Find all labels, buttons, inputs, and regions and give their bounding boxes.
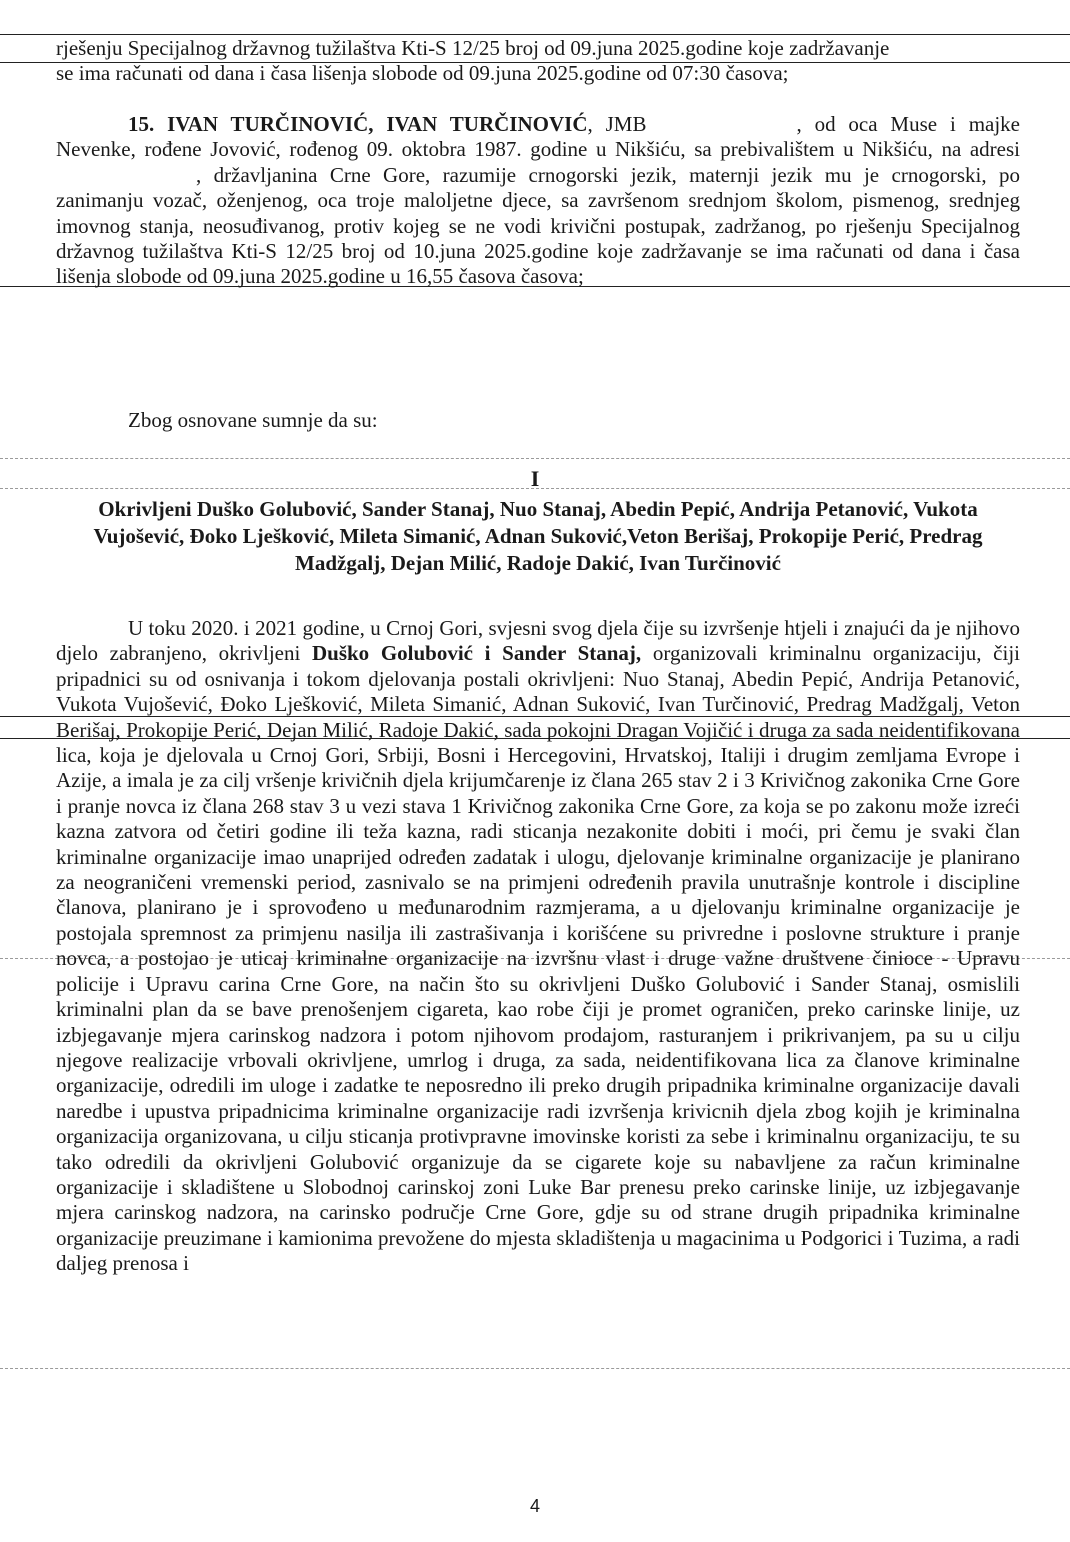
scan-artifact-line: [0, 1368, 1070, 1369]
scan-artifact-line: [0, 34, 1070, 35]
section-numeral: I: [530, 466, 540, 491]
defendants-header: Okrivljeni Duško Golubović, Sander Stanaj, Nuo Stanaj, Abedin Pepić, Andrija Petanović, Vukota Vujošević, Đoko Lješković, Mileta Simanić, Adnan Suković,Veton Berišaj, Prokopije Perić, Predrag Madžgalj, Dejan Milić, Radoje Dakić, Ivan Turčinović: [93, 497, 983, 575]
defendant-15-paragraph: [56, 112, 1020, 290]
jmb-label: , JMB: [587, 112, 647, 136]
scan-artifact-line: [0, 458, 1070, 459]
page-number: 4: [529, 1496, 540, 1516]
continuation-line-2: se ima računati od dana i časa lišenja slobode od 09.juna 2025.godine od 07:30 časova;: [56, 61, 789, 86]
suspicion-intro: [56, 408, 1020, 433]
suspicion-intro-text: Zbog osnovane sumnje da su:: [128, 408, 378, 432]
main-paragraph-start: U toku 2020. i 2021 godine, u Crnoj Gori, svjesni svog djela čije su izvršenje htjeli i znajući da je njihovo djelo zabranjeno, okrivljeni: [56, 616, 1020, 666]
continuation-paragraph: [56, 36, 1020, 87]
defendant-15-details: majke Nevenke, rođene Jovović, rođenog 09. oktobra 1987. godine u Nikšiću, sa prebivalištem u Nikšiću, na adresi: [56, 112, 1020, 162]
main-paragraph-organizers: Duško Golubović i Sander Stanaj,: [311, 641, 642, 666]
main-paragraph-body: organizovali kriminalnu organizaciju, čiji pripadnici su od osnivanja i tokom djelovanja postali okrivljeni: Nuo Stanaj, Abedin Pepić, Andrija Petanović, Vukota Vujošević, Đoko Lješković, Mileta Simanić, Adnan Suković, Ivan Turčinović, Predrag Madžgalj, Veton Berišaj, Prokopije Perić, Dejan Milić, Radoje Dakić, sada pokojni Dragan Vojičić i druga za sada neidentifikovana lica, koja je djelovala u Crnoj Gori, Srbiji, Bosni i Hercegovini, Hrvatskoj, Italiji i drugim zemljama Evrope i Azije, a imala je za cilj vršenje krivičnih djela krijumčarenje iz člana 265 stav 2 i 3 Krivičnog zakonika Crne Gore i pranje novca iz člana 268 stav 3 u vezi stava 1 Krivičnog zakonika Crne Gore, za koja se po zakonu može izreći kazna zatvora od četiri godine ili teža kazna, radi sticanja nezakonite dobiti i moći, pri čemu je svaki član kriminalne organizacije imao unaprijed određen zadatak i ulogu, djelovanje kriminalne organizacije je planirano za neograničeni vremenski period, zasnivalo se na primjeni određenih pravila unutrašnje kontrole i discipline članova, planirano je i sprovođeno u međunarodnim razmjerama, a u djelovanju kriminalne organizacije je postojala spremnost za primjenu nasilja ili zastrašivanja i korišćene su privredne i poslovne strukture i pranje novca, a postojao je uticaj kriminalne organizacije na izvršnu vlast i druge važne društvene činioce - Upravu policije i Upravu carina Crne Gore, na način što su okrivljeni Duško Golubović i Sander Stanaj, osmislili kriminalni plan da se bave prenošenjem cigareta, kao robe čiji je promet ograničen, preko carinske linije, uz izbjegavanje mjera carinskog nadzora i potom njihovom prodajom, rasturanjem i prikrivanjem, pa su u cilju njegove realizacije vrbovali okrivljene, umrlog i druga, za sada, neidentifikovana lica za članove kriminalne organizacije, odredili im uloge i zadatke te neposredno ili preko drugih pripadnika kriminalne organizacije davali naredbe i upustva pripadnicima kriminalne organizacije radi izvršenja krivicnih djela zbog kojih je kriminalna organizacija organizovana, u cilju sticanja protivpravne imovinske koristi za sebe i kriminalnu organizaciju, te su tako odredili da okrivljeni Golubović organizuje da se cigarete koje su nabavljene za račun kriminalne organizacije i skladištene u Slobodnoj carinskoj zoni Luke Bar prenesu preko carinske linije, uz izbjegavanje mjera carinskog nadzora, na carinsko područje Crne Gore, gdje su od strane drugih pripadnika kriminalne organizacije preuzimane i kamionima prevožene do mjesta skladištenja u magacinima u Podgorici i Tuzima, a radi daljeg prenosa i: [56, 641, 1021, 1276]
continuation-line-1: rješenju Specijalnog državnog tužilaštva Kti-S 12/25 broj od 09.juna 2025.godine koje zadržavanje: [56, 36, 890, 60]
defendant-15-parents: , od oca Muse i: [796, 112, 956, 136]
defendant-15-details-continued: , državljanina Crne Gore, razumije crnogorski jezik, maternji jezik mu je crnogorski, po zanimanju vozač, oženjenog, oca troje maloljetne djece, sa završenom srednjom školom, pismenog, srednjeg imovnog stanja, neosuđivanog, protiv kojeg se ne vodi krivični postupak, zadržanog, po rješenju Specijalnog državnog tužilaštva Kti-S 12/25 broj od 10.juna 2025.godine koje zadržavanje se ima računati od dana i časa lišenja slobode od 09.juna 2025.godine u 16,55 časova časova;: [56, 162, 1020, 289]
main-paragraph: [56, 616, 1020, 1277]
defendant-15-name: 15. IVAN TURČINOVIĆ, IVAN TURČINOVIĆ: [128, 112, 588, 136]
